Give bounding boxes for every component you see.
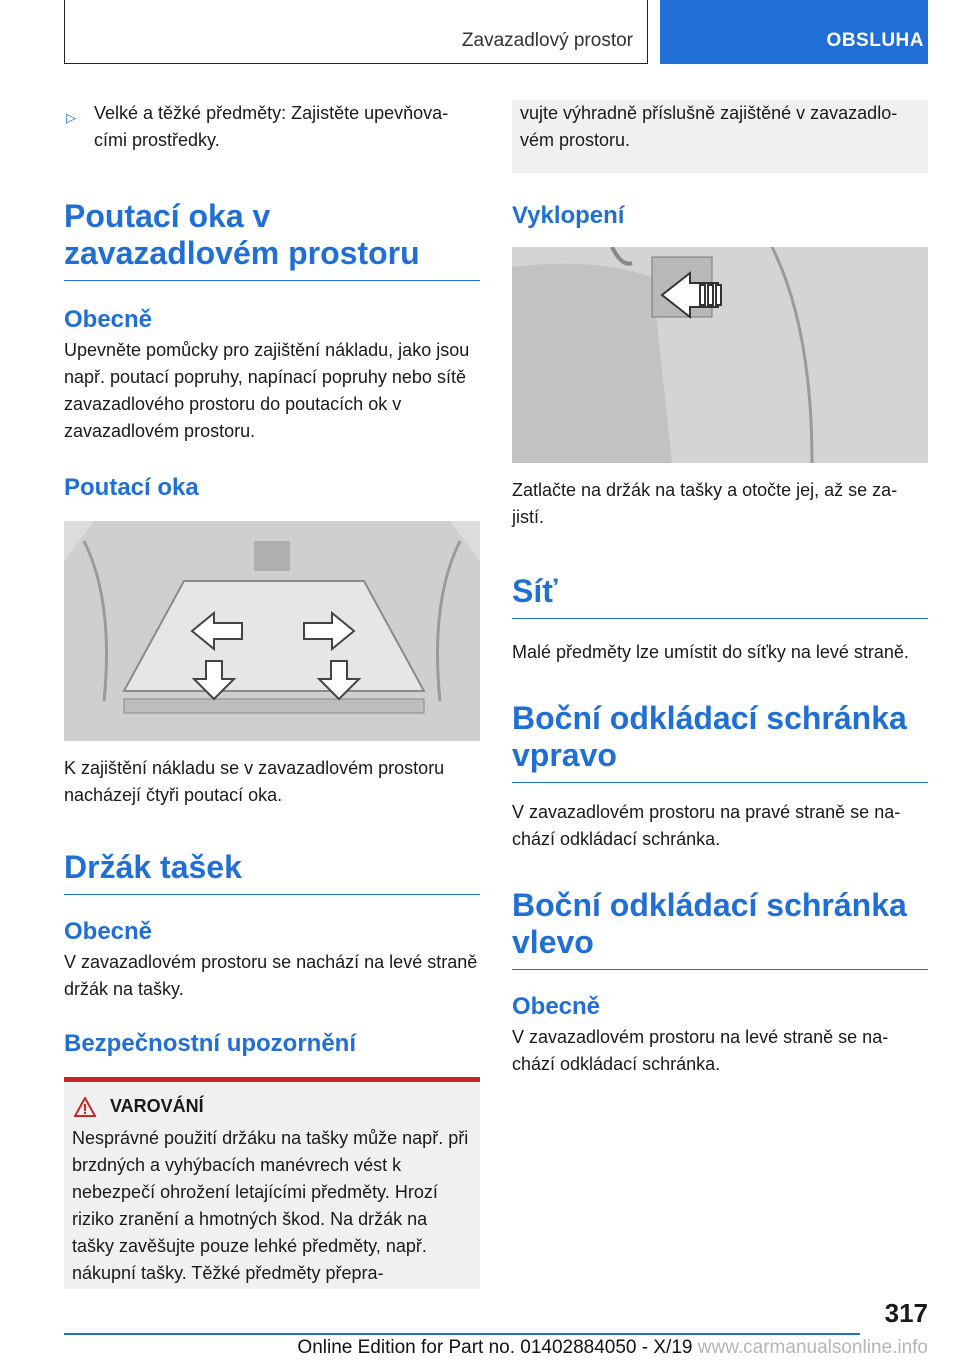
- heading-general-1: Obecně: [64, 306, 153, 333]
- section-title: Zavazadlový prostor: [461, 30, 633, 51]
- paragraph-tiedown: K zajištění nákladu se v zavazadlovém prostoru nacházejí čtyři poutací oka.: [64, 758, 445, 805]
- warning-header: [72, 1096, 472, 1117]
- warning-box: [64, 1077, 480, 1289]
- paragraph-general-1: Upevněte pomůcky pro zajištění nákladu, jako jsou např. poutací popruhy, napínací popruhy nebo sítě zavazadlového prostoru do poutacích ok v zavazadlovém prostoru.: [64, 340, 470, 441]
- left-column: [64, 100, 480, 1289]
- bag-hook-illustration: [512, 247, 928, 463]
- footer-rule: [64, 1333, 860, 1335]
- heading-net: Síť: [512, 573, 928, 619]
- watermark: www.carmanualsonline.info: [697, 1337, 928, 1358]
- bullet-item: [64, 100, 480, 154]
- right-column: [512, 100, 928, 1078]
- page-header: [64, 0, 928, 66]
- chapter-tab: [660, 0, 928, 64]
- heading-tiedown-eyes: Poutací oka v zavazadlovém prostoru: [64, 198, 480, 281]
- chapter-title: OBSLUHA: [826, 30, 924, 51]
- heading-tiedown: Poutací oka: [64, 474, 199, 501]
- warning-title: VAROVÁNÍ: [110, 1096, 204, 1116]
- heading-storage-left: Boční odkládací schránka vlevo: [512, 887, 928, 970]
- paragraph-storage-right: V zavazadlovém prostoru na pravé straně se na‐chází odkládací schránka.: [512, 802, 901, 849]
- page-number: 317: [884, 1298, 928, 1328]
- heading-bag-hook: Držák tašek: [64, 849, 480, 895]
- heading-fold-out: Vyklopení: [512, 202, 625, 229]
- heading-general-3: Obecně: [512, 993, 601, 1020]
- warning-continuation-text: vujte výhradně příslušně zajištěné v zavazadlo‐vém prostoru.: [520, 103, 898, 150]
- bag-hook-image: [512, 247, 928, 463]
- paragraph-general-2: V zavazadlovém prostoru se nachází na levé straně držák na tašky.: [64, 952, 478, 999]
- footer-edition: [0, 1337, 928, 1359]
- section-tab: [64, 0, 648, 64]
- triangle-bullet-icon: ▷: [66, 110, 76, 125]
- heading-storage-right: Boční odkládací schránka vpravo: [512, 700, 928, 783]
- trunk-illustration: [64, 521, 480, 741]
- edition-text: Online Edition for Part no. 01402884050 - X/19: [297, 1337, 693, 1358]
- warning-triangle-icon: [74, 1097, 96, 1117]
- paragraph-storage-left: V zavazadlovém prostoru na levé straně se na‐chází odkládací schránka.: [512, 1027, 889, 1074]
- bullet-text: Velké a těžké předměty: Zajistěte upevňova‐cími prostředky.: [94, 103, 449, 150]
- trunk-floor-image: [64, 521, 480, 741]
- warning-text: Nesprávné použití držáku na tašky může např. při brzdných a vyhýbacích manévrech vést k nebezpečí ohrožení letajícími předměty. Hrozí riziko zranění a hmotných škod. Na držák na tašky zavěšujte pouze lehké předměty, např. nákupní tašky. Těžké předměty přepra‐: [72, 1128, 469, 1283]
- warning-continuation-box: [512, 100, 928, 173]
- paragraph-net: Malé předměty lze umístit do síťky na levé straně.: [512, 642, 909, 662]
- heading-general-2: Obecně: [64, 918, 153, 945]
- heading-safety: Bezpečnostní upozornění: [64, 1030, 357, 1057]
- paragraph-fold-out: Zatlačte na držák na tašky a otočte jej, až se za‐jistí.: [512, 480, 898, 527]
